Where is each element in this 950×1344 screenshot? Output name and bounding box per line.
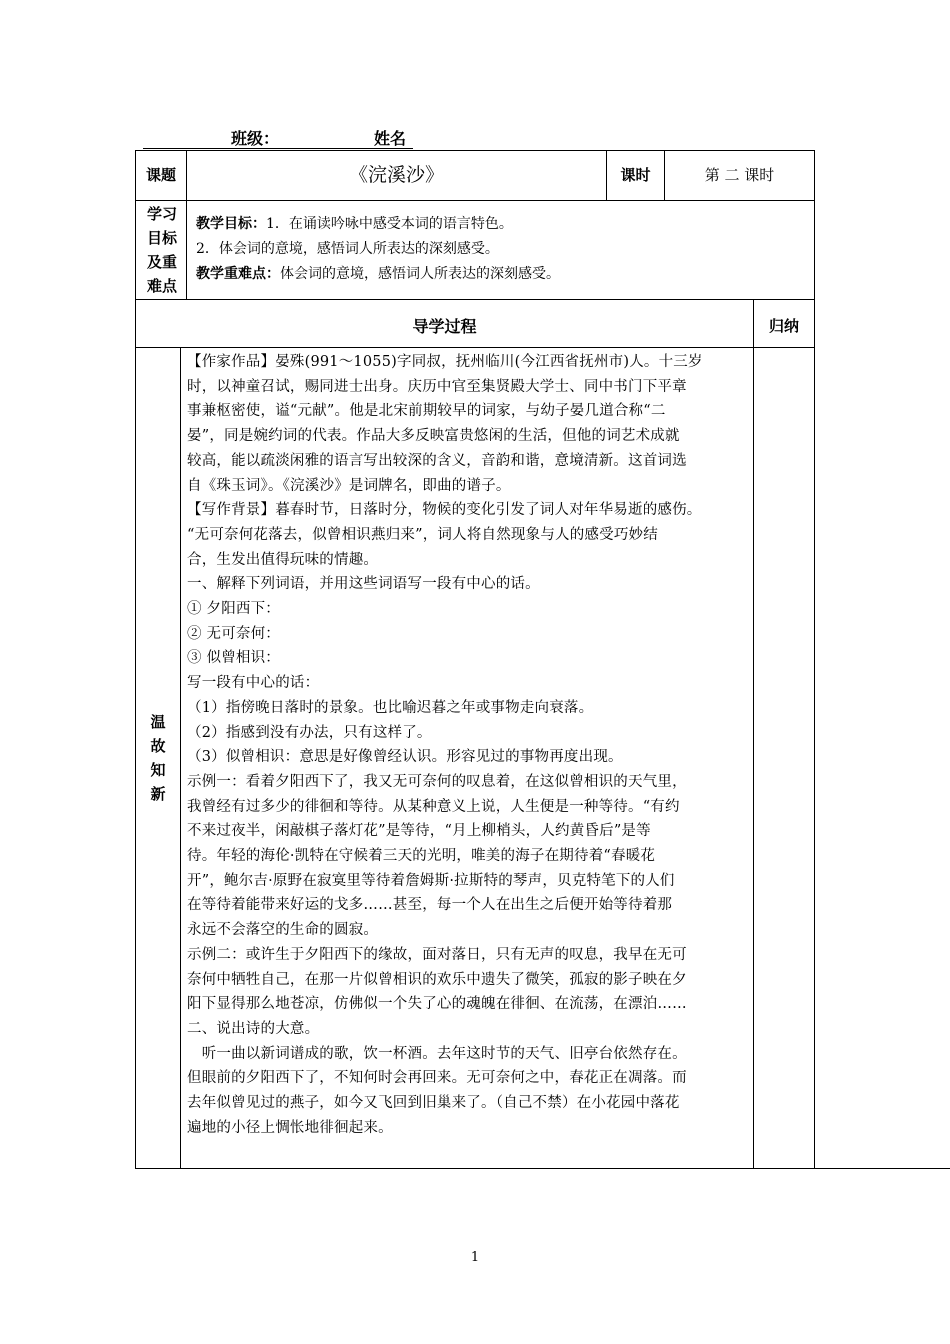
content-line: ① 夕阳西下： (187, 601, 281, 618)
summary-label: 归纳 (768, 317, 799, 335)
goals-label: 学习目标及重难点 (146, 205, 177, 295)
content-line: 【作家作品】晏殊(991～1055)字同叔，抚州临川(今江西省抚州市)人。十三岁 (187, 354, 703, 370)
key-text: 体会词的意境，感悟词人所表达的深刻感受。 (280, 266, 560, 282)
content-line: 一、解释下列词语，并用这些词语写一段有中心的话。 (187, 576, 540, 593)
content-line: 听一曲以新词谱成的歌，饮一杯酒。去年这时节的天气、旧亭台依然存在。 (187, 1045, 687, 1062)
class-label: 班级： (231, 129, 280, 148)
content-line: 去年似曾见过的燕子，如今又飞回到旧巢来了。（自己不禁）在小花园中落花 (187, 1095, 680, 1112)
content-line: 但眼前的夕阳西下了，不知何时会再回来。无可奈何之中，春花正在凋落。而 (187, 1070, 687, 1087)
content-line: 奈何中牺牲自己，在那一片似曾相识的欢乐中遗失了微笑，孤寂的影子映在夕 (187, 971, 687, 988)
content-line: 二、说出诗的大意。 (187, 1020, 320, 1037)
content-line: “无可奈何花落去，似曾相识燕归来”，词人将自然现象与人的感受巧妙结 (187, 526, 658, 543)
content-line: 在等待着能带来好运的戈多……甚至，每一个人在出生之后便开始等待着那 (187, 897, 673, 914)
content-line: （2）指感到没有办法，只有这样了。 (187, 724, 432, 741)
content-line: 合，生发出值得玩味的情趣。 (187, 551, 379, 568)
content-line: 写一段有中心的话： (187, 675, 320, 692)
period-value: 第 二 课时 (704, 166, 775, 184)
name-label: 姓名 (374, 129, 407, 148)
content-line: 较高，能以疏淡闲雅的语言写出较深的含义，音韵和谐，意境清新。这首词选 (187, 452, 687, 469)
target-2: 2．体会词的意境，感悟词人所表达的深刻感受。 (196, 241, 499, 257)
page-number: 1 (470, 1250, 480, 1265)
key-label: 教学重难点： (196, 266, 280, 282)
topic-label: 课题 (145, 166, 176, 184)
content-line: 遍地的小径上惆怅地徘徊起来。 (187, 1119, 393, 1136)
section-label: 温故知新 (150, 713, 166, 803)
content-line: 【写作背景】暮春时节，日落时分，物候的变化引发了词人对年华易逝的感伤。 (187, 502, 702, 519)
lesson-title: 《浣溪沙》 (348, 164, 444, 186)
content-line: 开”，鲍尔吉·原野在寂寞里等待着詹姆斯·拉斯特的琴声，贝克特笔下的人们 (187, 872, 675, 889)
content-line: 不来过夜半，闲敲棋子落灯花”是等待，“月上柳梢头，人约黄昏后”是等 (187, 823, 651, 840)
content-line: （1）指傍晚日落时的景象。也比喻迟暮之年或事物走向衰落。 (187, 699, 594, 716)
teaching-goals (196, 212, 751, 287)
content-line: ③ 似曾相识： (187, 650, 281, 667)
content-line: 晏”，同是婉约词的代表。作品大多反映富贵悠闲的生活，但他的词艺术成就 (187, 428, 680, 445)
content-line: 阳下显得那么地苍凉，仿佛似一个失了心的魂魄在徘徊、在流荡，在漂泊…… (187, 996, 687, 1013)
content-line: ② 无可奈何： (187, 625, 281, 642)
content-line: 时，以神童召试，赐同进士出身。庆历中官至集贤殿大学士、同中书门下平章 (187, 378, 687, 395)
target-label: 教学目标： (196, 216, 266, 232)
content-line: 待。年轻的海伦·凯特在守候着三天的光明，唯美的海子在期待着“春暖花 (187, 848, 656, 865)
content-line: 永远不会落空的生命的圆寂。 (187, 922, 379, 939)
process-title: 导学过程 (412, 317, 477, 336)
lesson-content (187, 350, 747, 1141)
content-line: （3）似曾相识：意思是好像曾经认识。形容见过的事物再度出现。 (187, 749, 623, 766)
content-line: 事兼枢密使，谥“元献”。他是北宋前期较早的词家，与幼子晏几道合称“二 (187, 403, 666, 420)
target-1: 1．在诵读吟咏中感受本词的语言特色。 (266, 216, 513, 232)
period-label: 课时 (620, 166, 651, 184)
content-line: 示例二：或许生于夕阳西下的缘故，面对落日，只有无声的叹息，我早在无可 (187, 946, 687, 963)
content-line: 自《珠玉词》。《浣溪沙》是词牌名，即曲的谱子。 (187, 477, 511, 494)
header-line (143, 126, 413, 149)
content-line: 我曾经有过多少的徘徊和等待。从某种意义上说，人生便是一种等待。“有约 (187, 798, 680, 815)
content-line: 示例一：看着夕阳西下了，我又无可奈何的叹息着，在这似曾相识的天气里， (187, 773, 687, 790)
